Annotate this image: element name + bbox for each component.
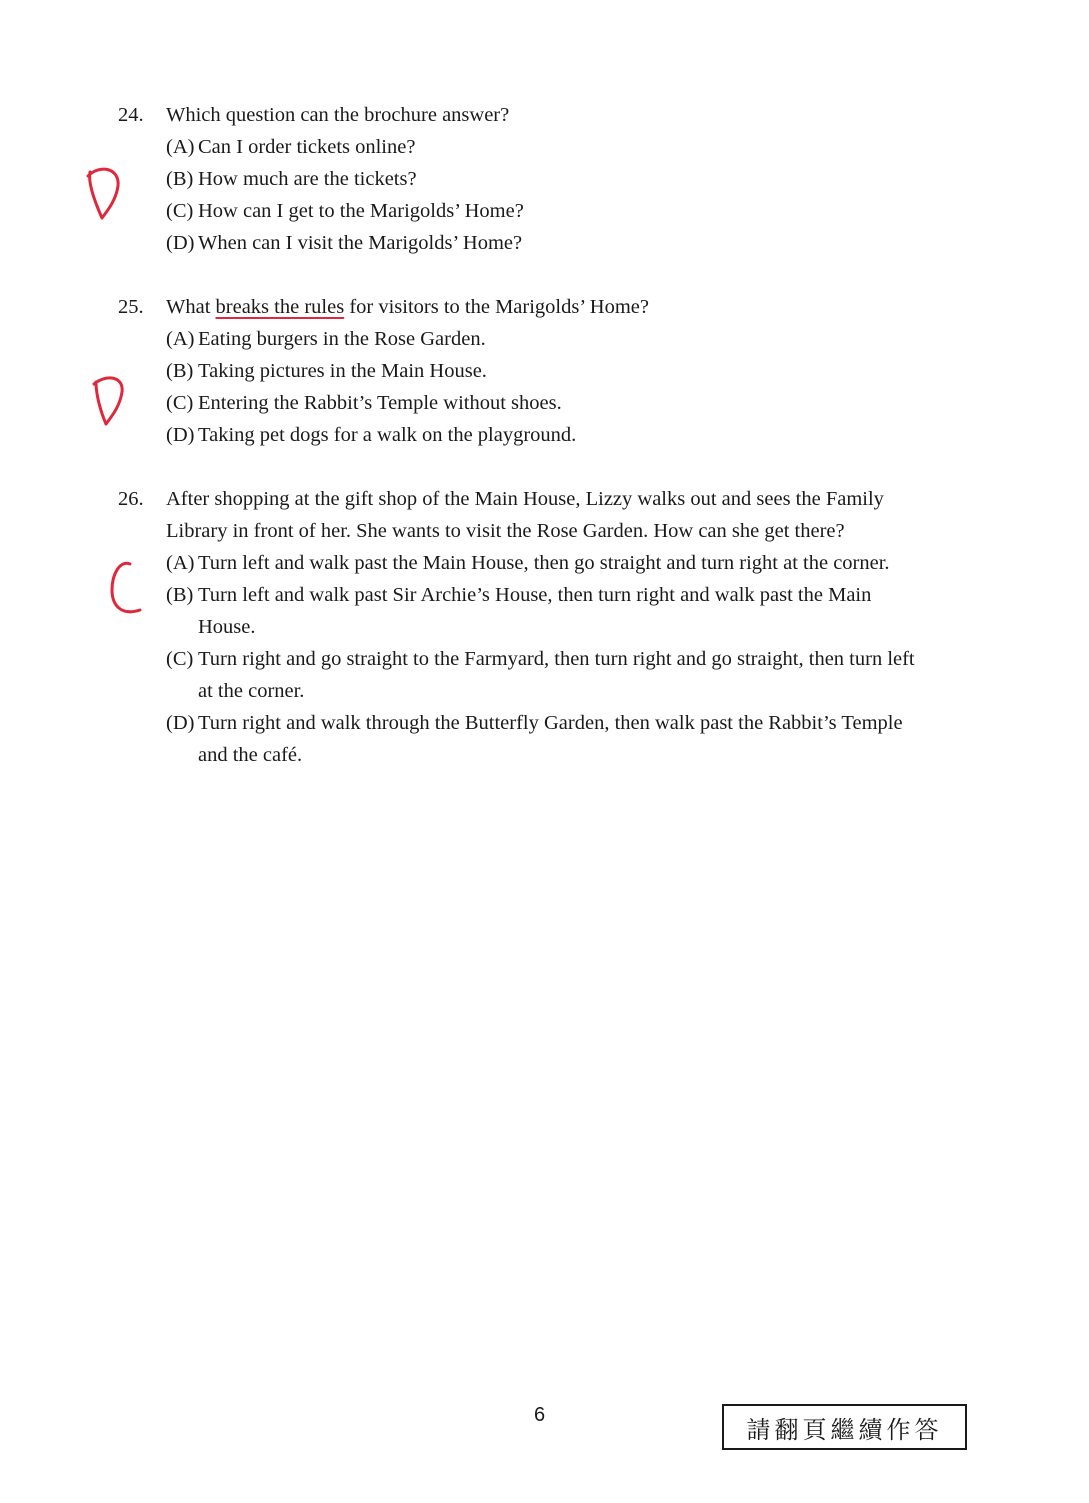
stem-before: What: [166, 296, 216, 318]
option-letter: (C): [166, 200, 194, 222]
option-text: Can I order tickets online?: [198, 136, 416, 158]
option-c: [166, 195, 966, 227]
option-text: How much are the tickets?: [198, 168, 417, 190]
option-text: House.: [198, 616, 256, 638]
option-letter: (B): [166, 168, 194, 190]
option-letter: (D): [166, 232, 195, 254]
stem-underlined: breaks the rules: [215, 296, 345, 318]
option-text: and the café.: [198, 744, 303, 766]
turn-page-notice: 請翻頁繼續作答: [722, 1404, 967, 1450]
option-letter: (C): [166, 392, 194, 414]
handwritten-answer-24: [80, 160, 130, 226]
option-d: [166, 707, 966, 771]
option-text: Turn right and walk through the Butterfly Garden, then walk past the Rabbit’s Temple: [198, 712, 903, 734]
handwritten-answer-25: [88, 370, 138, 432]
option-text: Taking pet dogs for a walk on the playground.: [198, 424, 577, 446]
question-number: 26.: [118, 488, 144, 510]
question-body: [166, 99, 966, 259]
option-text: Entering the Rabbit’s Temple without shoes.: [198, 392, 562, 414]
option-letter: (D): [166, 424, 195, 446]
question-stem-line-2: Library in front of her. She wants to visit the Rose Garden. How can she get there?: [166, 520, 845, 542]
question-stem: [166, 291, 966, 323]
handwritten-answer-26: [100, 556, 154, 622]
question-stem: Which question can the brochure answer?: [166, 104, 510, 126]
option-d: [166, 227, 966, 259]
option-a: [166, 323, 966, 355]
option-text: Eating burgers in the Rose Garden.: [198, 328, 486, 350]
option-a: [166, 131, 966, 163]
option-text: Turn left and walk past Sir Archie’s House, then turn right and walk past the Main: [198, 584, 872, 606]
option-letter: (A): [166, 552, 195, 574]
question-number: 25.: [118, 296, 144, 318]
page-number: 6: [534, 1404, 546, 1426]
option-d: [166, 419, 966, 451]
option-letter: (D): [166, 712, 195, 734]
option-c: [166, 643, 966, 707]
option-text: When can I visit the Marigolds’ Home?: [198, 232, 523, 254]
question-body: [166, 291, 966, 451]
option-b: [166, 163, 966, 195]
option-text: How can I get to the Marigolds’ Home?: [198, 200, 524, 222]
option-text: Taking pictures in the Main House.: [198, 360, 487, 382]
option-c: [166, 387, 966, 419]
option-letter: (B): [166, 584, 194, 606]
option-text: Turn right and go straight to the Farmyard, then turn right and go straight, then turn left: [198, 648, 915, 670]
option-letter: (A): [166, 328, 195, 350]
option-text: at the corner.: [198, 680, 305, 702]
question-stem-line-1: After shopping at the gift shop of the Main House, Lizzy walks out and sees the Family: [166, 488, 884, 510]
option-b: [166, 579, 966, 643]
option-letter: (A): [166, 136, 195, 158]
option-letter: (B): [166, 360, 194, 382]
stem-after: for visitors to the Marigolds’ Home?: [344, 296, 649, 318]
option-a: [166, 547, 966, 579]
option-letter: (C): [166, 648, 194, 670]
question-body: [166, 483, 966, 771]
option-text: Turn left and walk past the Main House, then go straight and turn right at the corner.: [198, 552, 890, 574]
question-number: 24.: [118, 104, 144, 126]
option-b: [166, 355, 966, 387]
